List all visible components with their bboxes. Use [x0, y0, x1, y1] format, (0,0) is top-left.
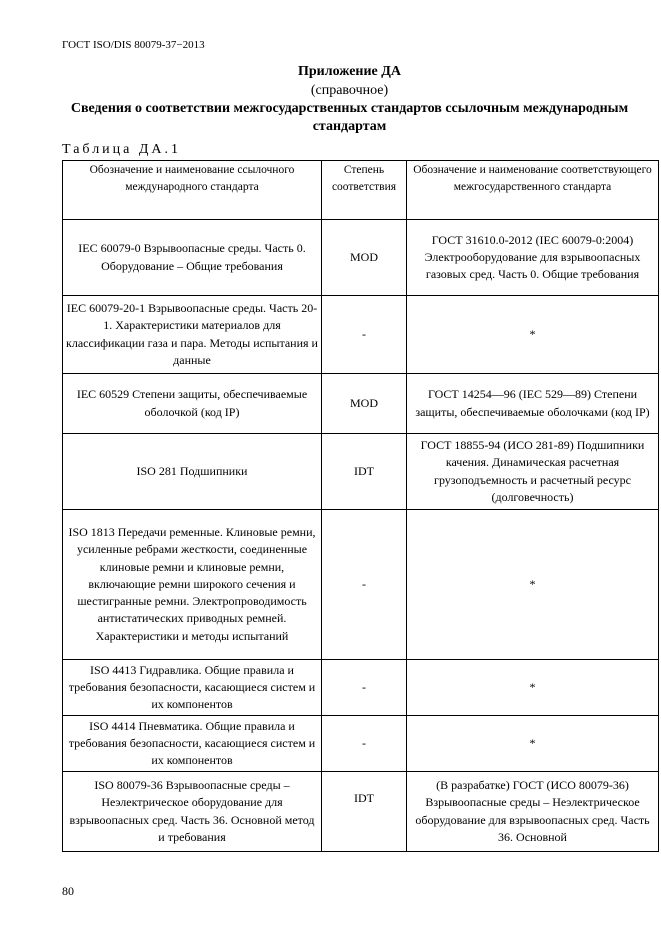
cell-international: IEC 60079-0 Взрывоопасные среды. Часть 0. Оборудование – Общие требования	[63, 220, 322, 296]
table-header-row	[63, 161, 659, 220]
cell-national: *	[407, 716, 659, 772]
cell-degree: -	[322, 296, 407, 374]
cell-international: ISO 1813 Передачи ременные. Клиновые ремни, усиленные ребрами жесткости, соединенные клиновые ремни и клиновые ремни, включающие ремни широкого сечения и шестигранные ремни. Электропроводимость антистатических приводных ремней. Характеристики и методы испытаний	[63, 510, 322, 660]
cell-national: *	[407, 296, 659, 374]
table-row	[63, 772, 659, 852]
column-header-international: Обозначение и наименование ссылочного международного стандарта	[63, 161, 322, 220]
cell-international: ISO 281 Подшипники	[63, 434, 322, 510]
document-code: ГОСТ ISO/DIS 80079-37−2013	[62, 39, 205, 51]
table-row	[63, 716, 659, 772]
cell-national: *	[407, 510, 659, 660]
cell-national: ГОСТ 18855-94 (ИСО 281-89) Подшипники качения. Динамическая расчетная грузоподъемность и расчетный ресурс (долговечность)	[407, 434, 659, 510]
cell-international: ISO 4414 Пневматика. Общие правила и требования безопасности, касающиеся систем и их компонентов	[63, 716, 322, 772]
column-header-national: Обозначение и наименование соответствующего межгосударственного стандарта	[407, 161, 659, 220]
appendix-title: Приложение ДА	[297, 64, 402, 79]
cell-international: ISO 4413 Гидравлика. Общие правила и требования безопасности, касающиеся систем и их компонентов	[63, 660, 322, 716]
cell-national: (В разрабатке) ГОСТ (ИСО 80079-36) Взрывоопасные среды – Неэлектрическое оборудование для взрывоопасных сред. Часть 36. Основной	[407, 772, 659, 852]
cell-degree: MOD	[322, 220, 407, 296]
appendix-subtitle: (справочное)	[310, 83, 389, 98]
cell-degree: IDT	[322, 434, 407, 510]
page-number: 80	[62, 884, 74, 898]
table-label: Таблица ДА.1	[62, 142, 182, 157]
column-header-degree: Степень соответствия	[322, 161, 407, 220]
correspondence-table	[62, 160, 659, 852]
section-title: Сведения о соответствии межгосударственных стандартов ссылочным международным стандартам	[70, 101, 629, 134]
table-row	[63, 660, 659, 716]
cell-degree: IDT	[322, 772, 407, 852]
cell-international: IEC 60529 Степени защиты, обеспечиваемые оболочкой (код IP)	[63, 374, 322, 434]
cell-international: ISO 80079-36 Взрывоопасные среды – Неэлектрическое оборудование для взрывоопасных сред. Часть 36. Основной метод и требования	[63, 772, 322, 852]
table-row	[63, 434, 659, 510]
table-row	[63, 510, 659, 660]
cell-international: IEC 60079-20-1 Взрывоопасные среды. Часть 20-1. Характеристики материалов для классификации газа и пара. Методы испытания и данные	[63, 296, 322, 374]
cell-national: ГОСТ 14254—96 (IEC 529—89) Степени защиты, обеспечиваемые оболочками (код IP)	[407, 374, 659, 434]
cell-national: ГОСТ 31610.0-2012 (IEC 60079-0:2004) Электрооборудование для взрывоопасных газовых сред. Часть 0. Общие требования	[407, 220, 659, 296]
cell-degree: -	[322, 510, 407, 660]
table-row	[63, 220, 659, 296]
cell-degree: -	[322, 660, 407, 716]
cell-national: *	[407, 660, 659, 716]
table-row	[63, 296, 659, 374]
cell-degree: MOD	[322, 374, 407, 434]
table-row	[63, 374, 659, 434]
cell-degree: -	[322, 716, 407, 772]
